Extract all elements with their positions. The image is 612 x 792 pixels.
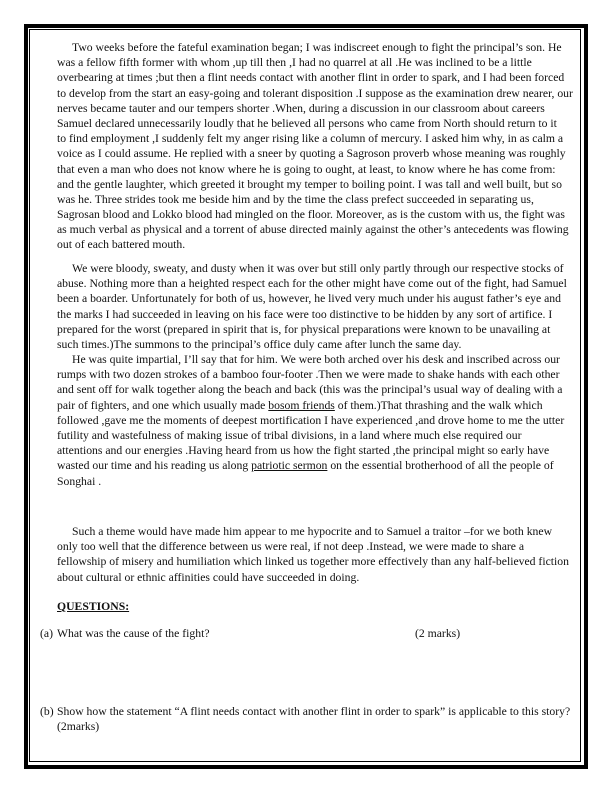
text-line: nerves became tauter and our tempers shorter .When, during a discussion in our classroom about careers [57,101,545,115]
questions-heading: QUESTIONS: [57,600,130,613]
underlined-phrase-bosom-friends: bosom friends [268,398,335,412]
text-line [57,458,585,473]
text-line: was a fellow fifth former with whom ,up till then ,I had no quarrel at all .He was inclined to be a little [57,56,532,70]
text-line: about cultural or ethnic affinities could have succeeded in doing. [57,570,360,584]
paragraph-2 [57,261,585,352]
question-marks: (2marks) [57,720,100,734]
text-line: the marks I had succeeded in leaving on his face were too distinctive to be hidden by any sort of artifice. I [57,307,553,321]
question-text: Show how the statement “A flint needs contact with another flint in order to spark” is applicable to this story? [57,705,571,718]
question-marks: (2 marks) [415,627,461,640]
paragraph-1 [57,40,585,253]
text-line: voice as I could assume. He replied with a sneer by quoting a Sagroson proverb whose meaning was roughly [57,147,566,161]
paragraph-3 [57,352,585,489]
text-line: was he. Three strides took me beside him and by the time the class prefect succeeded in separating us, [57,192,534,206]
text-line [57,398,585,413]
question-label: (b) [40,705,54,718]
text-line: Two weeks before the fateful examination began; I was indiscreet enough to fight the principal’s son. He [72,41,562,54]
question-text: What was the cause of the fight? [57,627,210,640]
text-line: rumps with two dozen strokes of a bamboo four-footer .Then we were made to shake hands with each other [57,368,560,382]
text-line: Samuel declared unnecessarily loudly that he believed all persons who came from North should return to it [57,116,557,130]
text-line: We were bloody, sweaty, and dusty when it was over but still only partly through our respective stocks of [72,262,564,275]
text-line: futility and wastefulness of making issue of tribal divisions, in a land where much else required our [57,428,522,442]
text-line: He was quite impartial, I’ll say that for him. We were both arched over his desk and inscribed across our [72,353,560,366]
text-line: attentions and our energies .Having heard from us how the fight started ,the principal might so early have [57,444,550,458]
text-line: to find employment ,I suddenly felt my anger rising like a column of mercury. I asked him why, in as calm a [57,132,564,146]
text-line: out of each battered mouth. [57,238,186,252]
question-b [40,704,585,734]
text-line: abuse. Nothing more than a heighted respect each for the other might have come out of the fight, had Samuel [57,277,567,291]
text-line: that even a man who does not know where he is going to ought, at least, to know where he has come from: [57,162,556,176]
text-line: overbearing at times ;but then a flint needs contact with another flint in order to spark, and I had been forced [57,71,565,85]
text-line: Songhai . [57,474,102,488]
text-line: followed ,gave me the moments of deepest mortification I have experienced ,and drove home to me the utter [57,413,565,427]
text-segment: pair of fighters, and one which usually made [57,398,269,412]
text-line: prepared for the worst (prepared in spirit that is, for physical preparations were known to be unavailing at [57,322,551,336]
text-line: Such a theme would have made him appear to me hypocrite and to Samuel a traitor –for we both knew [72,525,553,538]
question-label: (a) [40,627,53,640]
text-segment: wasted our time and his reading us along [57,459,252,473]
text-line: as much verbal as physical and a torrent of abuse directed mainly against the other’s antecedents was flowing [57,223,569,237]
text-line: and the gentle laughter, which greeted it brought my temper to boiling point. I was tall and well built, but so [57,177,562,191]
text-segment: of them.)That thrashing and the walk which [334,398,543,412]
text-line: fellowship of misery and humiliation which linked us together more effectively than any half-believed fiction [57,555,569,569]
paragraph-4 [57,524,585,585]
document-page [30,30,585,760]
question-a [40,626,585,641]
text-line: such times.)The summons to the principal’s office duly came after lunch the same day. [57,337,462,351]
text-line: Sagrosan blood and Lokko blood had mingled on the floor. Moreover, as is the custom with us, the fight was [57,208,565,222]
underlined-phrase-patriotic-sermon: patriotic sermon [251,459,328,473]
text-line: only too well that the difference between us were real, if not deep .Instead, we were made to share a [57,540,525,554]
text-line: and sent off for walk together along the beach and back (this was the principal’s usual way of dealing with a [57,383,563,397]
text-line: been a boarder. Unfortunately for both of us, however, he lived very much under his august father’s eye and [57,292,561,306]
text-segment: on the essential brotherhood of all the people of [327,459,554,473]
text-line: to develop from the start an easy-going and tolerant disposition .I suppose as the examination drew nearer, our [57,86,573,100]
